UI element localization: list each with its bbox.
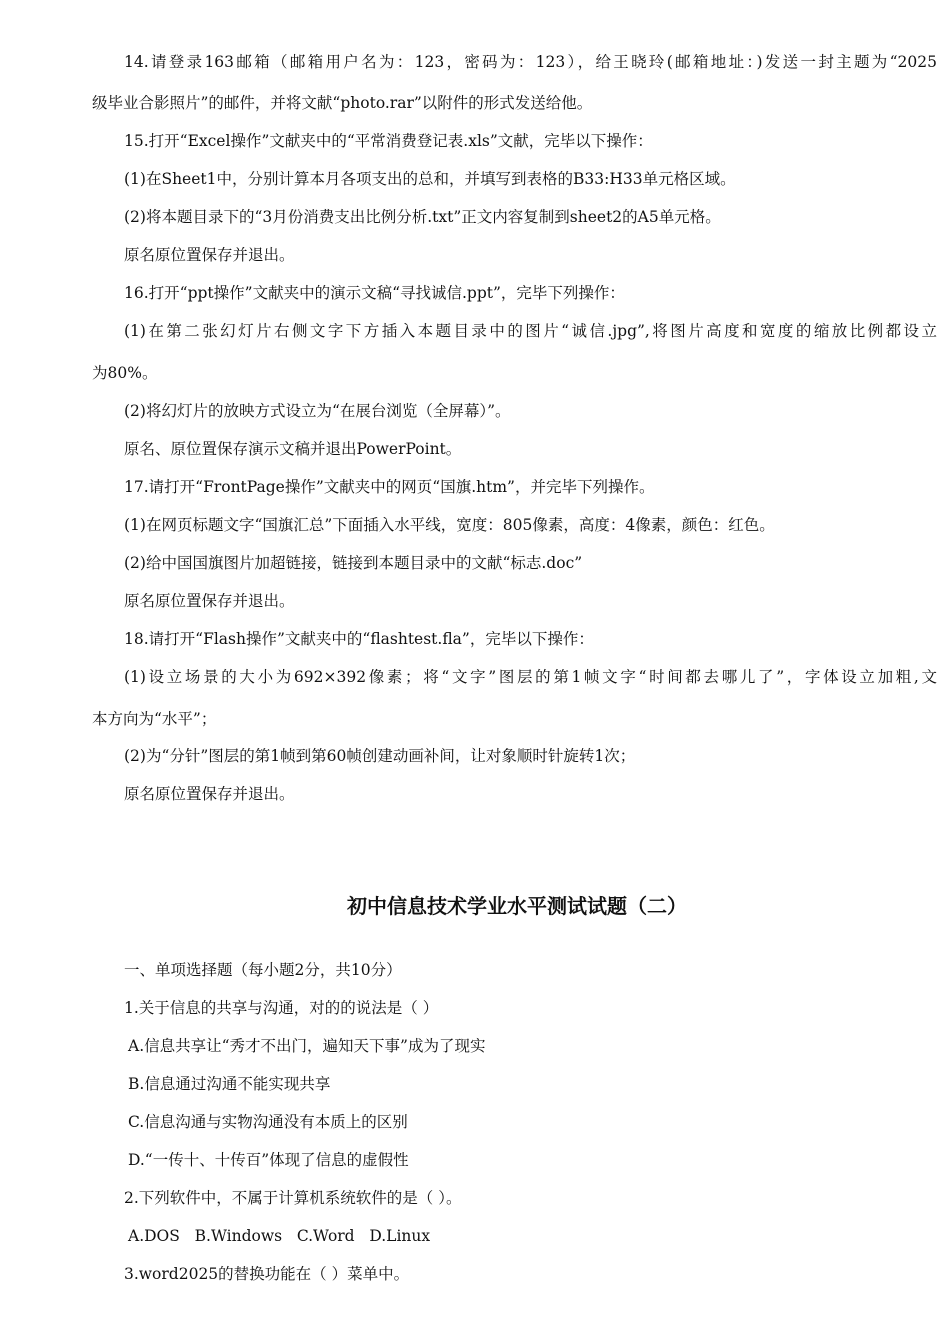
mc1-question: 1.关于信息的共享与沟通，对的的说法是（ ） xyxy=(124,999,439,1017)
q16-line-4: (2)将幻灯片的放映方式设立为“在展台浏览（全屏幕）”。 xyxy=(124,402,511,420)
q16-line-5: 原名、原位置保存演示文稿并退出PowerPoint。 xyxy=(124,440,462,458)
mc3-question: 3.word2025的替换功能在（ ）菜单中。 xyxy=(124,1265,410,1283)
mc1-option-b: B.信息通过沟通不能实现共享 xyxy=(128,1075,331,1093)
q14-line-1: 14.请登录163邮箱（邮箱用户名为：123，密码为：123），给王晓玲(邮箱地址：)发送一封主题为“2025 xyxy=(124,53,937,71)
q18-line-1: 18.请打开“Flash操作”文献夹中的“flashtest.fla”，完毕以下操作： xyxy=(124,630,594,648)
q17-line-3: (2)给中国国旗图片加超链接，链接到本题目录中的文献“标志.doc” xyxy=(124,554,583,572)
mc2-question: 2.下列软件中，不属于计算机系统软件的是（ ）。 xyxy=(124,1189,462,1207)
q17-line-4: 原名原位置保存并退出。 xyxy=(124,592,295,610)
q15-line-4: 原名原位置保存并退出。 xyxy=(124,246,295,264)
q15-line-3: (2)将本题目录下的“3月份消费支出比例分析.txt”正文内容复制到sheet2的A5单元格。 xyxy=(124,208,721,226)
q17-line-1: 17.请打开“FrontPage操作”文献夹中的网页“国旗.htm”，并完毕下列操作。 xyxy=(124,478,655,496)
mc1-option-a: A.信息共享让“秀才不出门，遍知天下事”成为了现实 xyxy=(128,1037,486,1055)
q16-line-1: 16.打开“ppt操作”文献夹中的演示文稿“寻找诚信.ppt”，完毕下列操作： xyxy=(124,284,625,302)
q18-line-3: 本方向为“水平”； xyxy=(92,710,217,728)
section-title: 初中信息技术学业水平测试试题（二） xyxy=(347,894,687,918)
part1-heading: 一、单项选择题（每小题2分，共10分） xyxy=(124,961,402,979)
q14-line-2: 级毕业合影照片”的邮件，并将文献“photo.rar”以附件的形式发送给他。 xyxy=(92,94,593,112)
q18-line-4: (2)为“分针”图层的第1帧到第60帧创建动画补间，让对象顺时针旋转1次； xyxy=(124,747,636,765)
q18-line-2: (1)设立场景的大小为692×392像素；将“文字”图层的第1帧文字“时间都去哪儿了”，字体设立加粗,文 xyxy=(124,668,937,686)
q15-line-1: 15.打开“Excel操作”文献夹中的“平常消费登记表.xls”文献，完毕以下操作： xyxy=(124,132,653,150)
q16-line-2: (1)在第二张幻灯片右侧文字下方插入本题目录中的图片“诚信.jpg”,将图片高度和宽度的缩放比例都设立 xyxy=(124,322,937,340)
q15-line-2: (1)在Sheet1中，分别计算本月各项支出的总和，并填写到表格的B33:H33单元格区域。 xyxy=(124,170,736,188)
q17-line-2: (1)在网页标题文字“国旗汇总”下面插入水平线，宽度：805像素，高度：4像素，颜色：红色。 xyxy=(124,516,775,534)
q16-line-3: 为80%。 xyxy=(92,364,158,382)
mc1-option-d: D.“一传十、十传百”体现了信息的虚假性 xyxy=(128,1151,409,1169)
mc2-options: A.DOS B.Windows C.Word D.Linux xyxy=(128,1227,431,1245)
q18-line-5: 原名原位置保存并退出。 xyxy=(124,785,295,803)
mc1-option-c: C.信息沟通与实物沟通没有本质上的区别 xyxy=(128,1113,408,1131)
